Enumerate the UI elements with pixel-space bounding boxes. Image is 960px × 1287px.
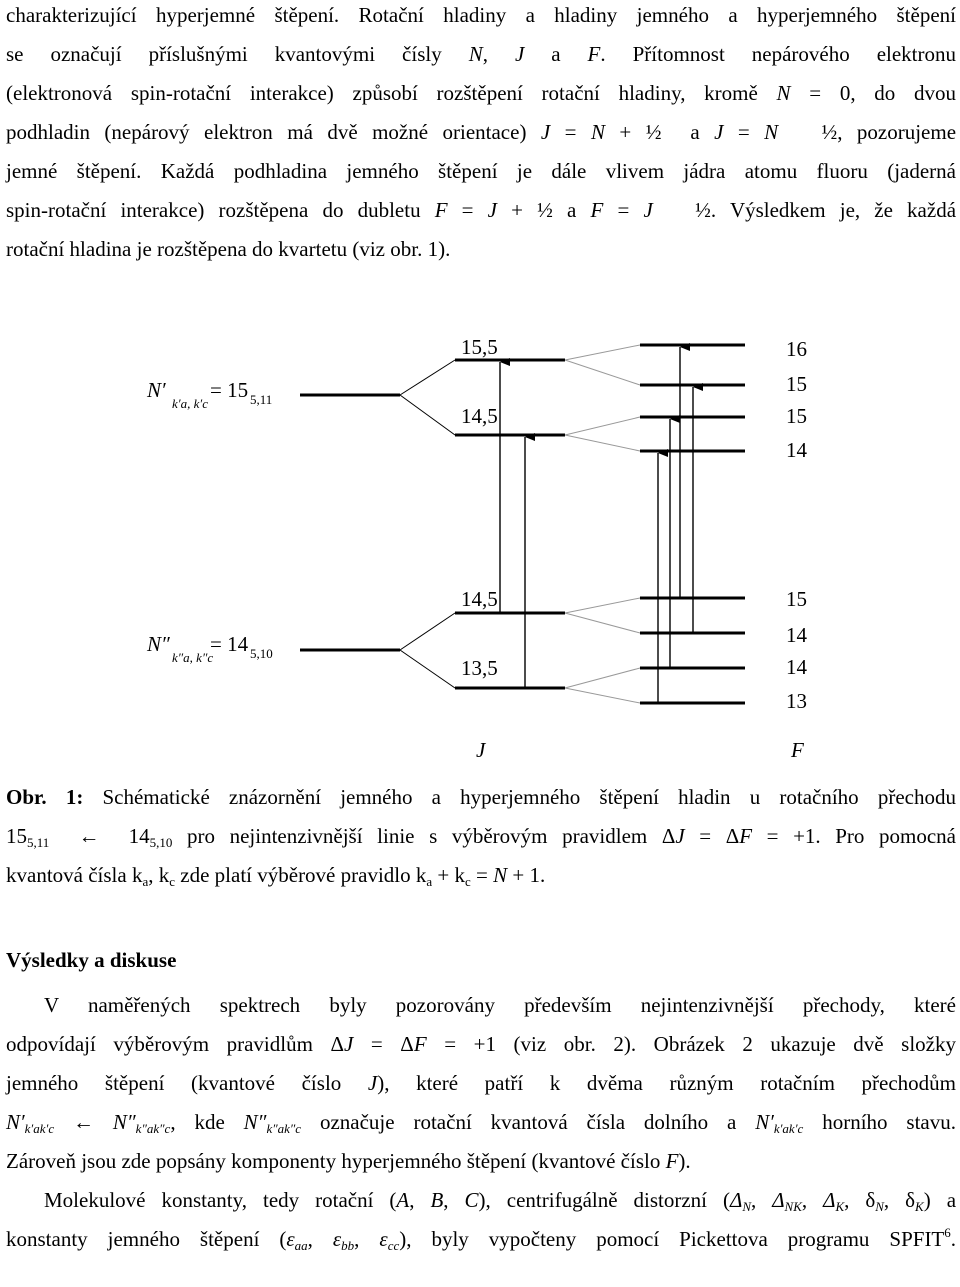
results-line-6: Molekulové konstanty, tedy rotační (A, B, C), centrifugálně distorzní ($\Delta_N$, $\Delta_{NK}$, $\Delta_K$, $\delta_N$, $\delta_K$) a — [44, 1188, 957, 1214]
upper-N-value: = 15 — [210, 378, 249, 402]
results-line-3: jemného štěpení (kvantové číslo J), které patří k dvěma různým rotačním přechodům — [6, 1071, 956, 1095]
section-heading: Výsledky a diskuse — [6, 948, 177, 972]
lower-J-label-0: 14,5 — [461, 587, 498, 611]
lower-N-subscript: k″a, k″c — [172, 650, 214, 665]
caption-line-2: $15_{5,11}$ ← $14_{5,10}$ pro nejintenzivnější linie s výběrovým pravidlem ΔJ = ΔF = +1. Pro pomocná — [6, 824, 956, 850]
figure-caption — [6, 778, 956, 895]
lower-F-label-3: 13 — [786, 689, 807, 713]
lower-fine-connector-3 — [565, 668, 640, 688]
upper-F-label-2: 15 — [786, 404, 807, 428]
intro-line-6: spin-rotační interakce) rozštěpena do dubletu F = J + ½ a F = J ½. Výsledkem je, že každá — [6, 198, 957, 222]
upper-split-connector-b — [400, 395, 455, 435]
intro-line-5: jemné štěpení. Každá podhladina jemného štěpení je dále vlivem jádra atomu fluoru (jaderná — [6, 159, 956, 183]
upper-J-label-1: 14,5 — [461, 404, 498, 428]
upper-F-label-1: 15 — [786, 372, 807, 396]
upper-N-subscript: k′a, k′c — [172, 396, 208, 411]
upper-level-label — [146, 378, 272, 411]
results-line-2: odpovídají výběrovým pravidlům ΔJ = ΔF = +1 (viz obr. 2). Obrázek 2 ukazuje dvě složky — [6, 1032, 957, 1056]
upper-fine-connector-3 — [565, 417, 640, 435]
lower-F-label-0: 15 — [786, 587, 807, 611]
upper-N-symbol: N′ — [147, 378, 166, 402]
lower-split-connector-b — [400, 650, 455, 688]
upper-fine-connector-2 — [565, 360, 640, 385]
upper-N-subscript-value: 5,11 — [250, 392, 273, 407]
intro-line-2: se označují příslušnými kvantovými čísly N, J a F. Přítomnost nepárového elektronu — [6, 42, 956, 66]
intro-line-1: charakterizující hyperjemné štěpení. Rotační hladiny a hladiny jemného a hyperjemného štěpení — [6, 3, 956, 27]
lower-N-symbol: N″ — [147, 632, 170, 656]
lower-fine-connector-4 — [565, 688, 640, 703]
intro-line-7: rotační hladina je rozštěpena do kvartetu (viz obr. 1). — [6, 237, 451, 261]
intro-paragraph — [6, 0, 956, 269]
lower-fine-connector-1 — [565, 598, 640, 613]
lower-fine-connector-2 — [565, 613, 640, 633]
results-line-1: V naměřených spektrech byly pozorovány především nejintenzivnější přechody, které — [44, 993, 956, 1017]
results-line-7: konstanty jemného štěpení ($\varepsilon_{aa}$, $\varepsilon_{bb}$, $\varepsilon_{cc}$), byly vypočteny pomocí Pickettova programu SPFIT$^6$. — [6, 1225, 957, 1253]
intro-line-4: podhladin (nepárový elektron má dvě možné orientace) J = N + ½ a J = N ½, pozorujeme — [6, 120, 957, 144]
upper-F-label-0: 16 — [786, 337, 807, 361]
caption-line-1: Obr. 1: Schématické znázornění jemného a hyperjemného štěpení hladin u rotačního přechodu — [6, 785, 956, 809]
caption-line-3: kvantová čísla $k_a$, $k_c$ zde platí výběrové pravidlo $k_a + k_c = N + 1$. — [6, 863, 546, 889]
lower-J-label-1: 13,5 — [461, 656, 498, 680]
upper-split-connector-a — [400, 360, 455, 395]
upper-fine-connector-4 — [565, 435, 640, 451]
upper-F-label-3: 14 — [786, 438, 807, 462]
transition-arrows — [500, 347, 693, 703]
column-F-title: F — [791, 738, 804, 762]
lower-N-value: = 14 — [210, 632, 249, 656]
lower-F-label-2: 14 — [786, 655, 807, 679]
lower-split-connector-a — [400, 613, 455, 650]
hyperfine-level-diagram — [0, 320, 960, 770]
lower-level-label — [146, 632, 273, 665]
upper-fine-connector-1 — [565, 345, 640, 360]
results-paragraph — [6, 986, 956, 1259]
lower-N-subscript-value: 5,10 — [250, 646, 273, 661]
intro-line-3: (elektronová spin-rotační interakce) způsobí rozštěpení rotační hladiny, kromě N = 0, do dvou — [6, 81, 956, 105]
results-line-5: Zároveň jsou zde popsány komponenty hyperjemného štěpení (kvantové číslo F). — [6, 1149, 691, 1173]
upper-J-label-0: 15,5 — [461, 335, 498, 359]
column-J-title: J — [476, 738, 486, 762]
results-line-4: $N'_{k'ak'c}$ ← $N''_{k''ak''c}$, kde $N''_{k''ak''c}$ označuje rotační kvantová čísla dolního a $N'_{k'ak'c}$ horního stavu. — [6, 1110, 957, 1136]
lower-F-label-1: 14 — [786, 623, 807, 647]
